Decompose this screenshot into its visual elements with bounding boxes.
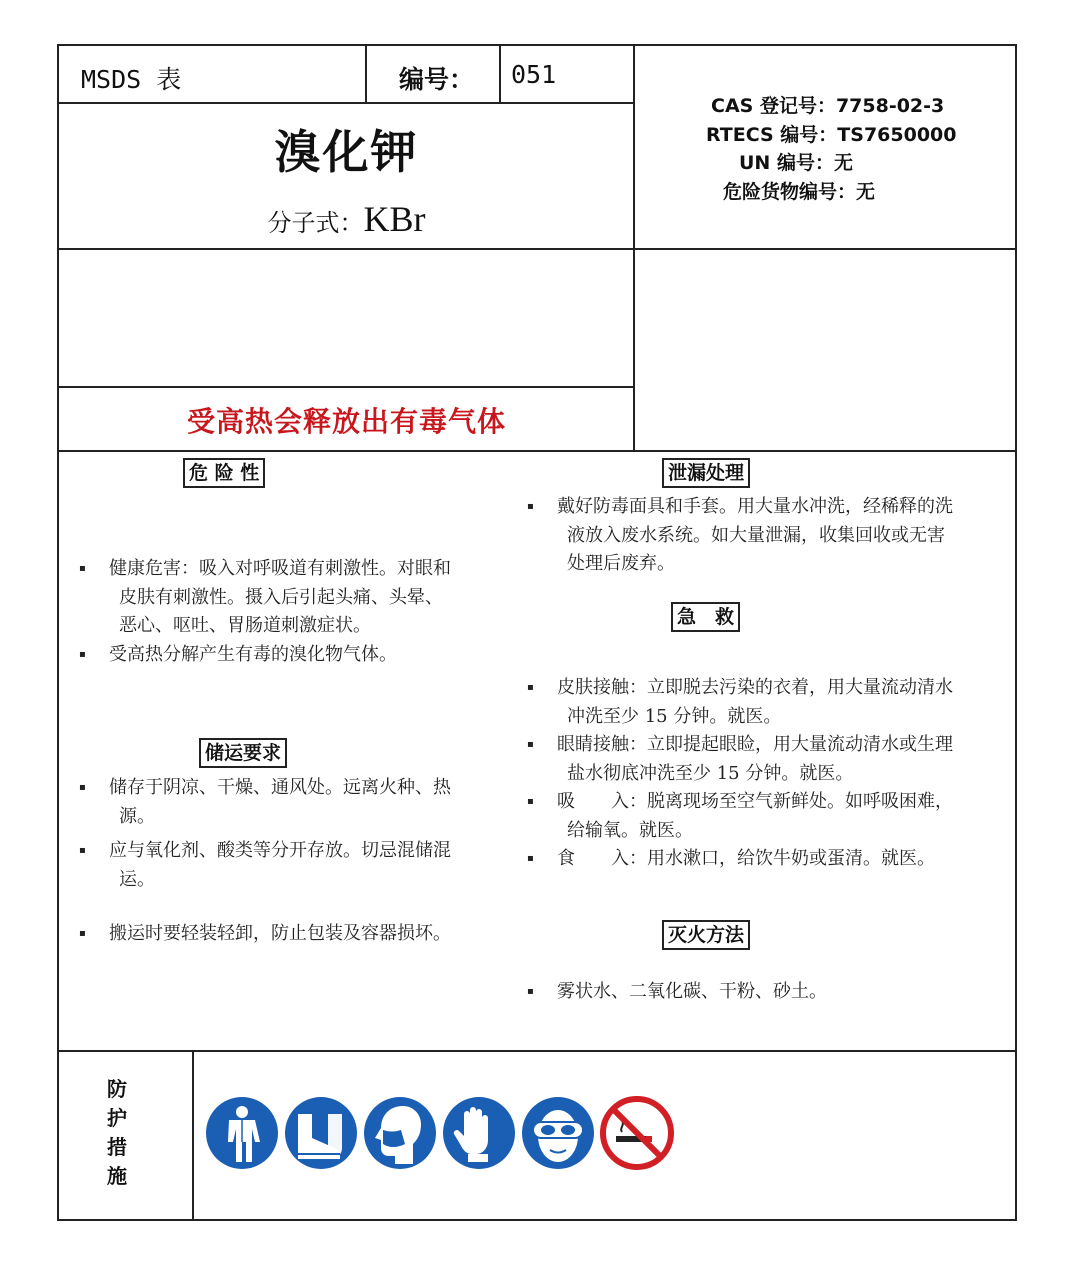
divider xyxy=(59,1050,1015,1052)
protective-gloves-icon xyxy=(442,1096,516,1170)
bullet-item xyxy=(509,788,1009,845)
dangerous-goods-number: 危险货物编号：无 xyxy=(723,180,876,203)
un-number: UN 编号：无 xyxy=(739,152,853,174)
first-aid-list xyxy=(509,674,1009,874)
protection-label xyxy=(102,1075,132,1191)
bullet-item xyxy=(509,845,1009,874)
spill-list xyxy=(509,493,1009,579)
bullet-line: ▪ 应与氧化剂、酸类等分开存放。切忌混储混 xyxy=(109,840,451,861)
protection-label-char: 防 xyxy=(107,1077,127,1101)
bullet-line: 皮肤有刺激性。摄入后引起头痛、头晕、 xyxy=(119,586,443,608)
spill-title: 泄漏处理 xyxy=(662,458,750,488)
protection-label-cell xyxy=(59,1053,193,1221)
cas-number: CAS 登记号：7758-02-3 xyxy=(711,95,945,117)
fire-title: 灭火方法 xyxy=(662,920,750,950)
fire-list xyxy=(509,978,1009,1007)
bullet-line: ▪ 健康危害：吸入对呼吸道有刺激性。对眼和 xyxy=(109,558,451,579)
bullet-line: 液放入废水系统。如大量泄漏，收集回收或无害 xyxy=(567,524,945,546)
formula-label: 分子式： xyxy=(267,209,364,237)
bullet-item xyxy=(509,674,1009,731)
no-smoking-icon xyxy=(600,1096,674,1170)
storage-list xyxy=(61,774,531,949)
bullet-item xyxy=(61,920,531,949)
bullet-line: ▪ 皮肤接触：立即脱去污染的衣着，用大量流动清水 xyxy=(557,677,953,698)
bullet-item xyxy=(509,493,1009,579)
bullet-line: 给输氧。就医。 xyxy=(567,819,693,841)
first-aid-title: 急 救 xyxy=(671,602,740,632)
formula-row xyxy=(59,198,634,240)
identifiers-block xyxy=(635,92,1015,206)
hazards-title: 危 险 性 xyxy=(183,458,265,488)
bullet-item xyxy=(509,978,1009,1007)
bullet-item xyxy=(61,837,531,894)
bullet-line: ▪ 吸 入：脱离现场至空气新鲜处。如呼吸困难， xyxy=(557,791,953,812)
bullet-line: 恶心、呕吐、胃肠道刺激症状。 xyxy=(119,615,371,636)
protection-label-char: 施 xyxy=(107,1164,127,1188)
bullet-line: 源。 xyxy=(119,805,155,827)
hazards-list xyxy=(61,555,531,669)
bullet-line: ▪ 食 入：用水漱口，给饮牛奶或蛋清。就医。 xyxy=(557,848,935,869)
bullet-line: 处理后废弃。 xyxy=(567,553,675,574)
safety-goggles-icon xyxy=(521,1096,595,1170)
storage-title: 储运要求 xyxy=(199,738,287,768)
bullet-item xyxy=(509,731,1009,788)
bullet-line: ▪ 受高热分解产生有毒的溴化物气体。 xyxy=(109,643,397,665)
divider xyxy=(59,450,1015,452)
msds-label: MSDS 表 xyxy=(81,65,182,94)
product-name: 溴化钾 xyxy=(274,125,419,179)
divider xyxy=(59,386,634,388)
msds-sheet xyxy=(57,44,1017,1221)
protective-suit-icon xyxy=(205,1096,279,1170)
safety-boots-icon xyxy=(284,1096,358,1170)
rtecs-number: RTECS 编号：TS7650000 xyxy=(706,123,957,146)
protection-label-char: 护 xyxy=(107,1106,127,1130)
bullet-line: ▪ 眼睛接触：立即提起眼睑，用大量流动清水或生理 xyxy=(557,734,953,755)
bullet-item xyxy=(61,555,531,641)
warning-text: 受高热会释放出有毒气体 xyxy=(186,405,506,438)
bullet-line: ▪ 储存于阴凉、干燥、通风处。远离火种、热 xyxy=(109,777,451,798)
bullet-line: ▪ 雾状水、二氧化碳、干粉、砂土。 xyxy=(557,981,827,1002)
bullet-line: 运。 xyxy=(119,868,155,890)
divider xyxy=(59,248,1015,250)
formula-value: KBr xyxy=(363,199,426,239)
number-value: 051 xyxy=(511,60,557,89)
bullet-item xyxy=(61,774,531,831)
divider xyxy=(59,102,634,104)
number-label: 编号： xyxy=(399,65,475,94)
divider xyxy=(365,46,367,104)
bullet-line: ▪ 搬运时要轻装轻卸，防止包装及容器损坏。 xyxy=(109,923,451,944)
respirator-icon xyxy=(363,1096,437,1170)
protection-label-char: 措 xyxy=(107,1135,127,1159)
bullet-item xyxy=(61,641,531,670)
bullet-line: ▪ 戴好防毒面具和手套。用大量水冲洗，经稀释的洗 xyxy=(557,496,953,517)
bullet-line: 盐水彻底冲洗至少 15 分钟。就医。 xyxy=(567,762,854,784)
divider xyxy=(499,46,501,104)
bullet-line: 冲洗至少 15 分钟。就医。 xyxy=(567,705,782,727)
